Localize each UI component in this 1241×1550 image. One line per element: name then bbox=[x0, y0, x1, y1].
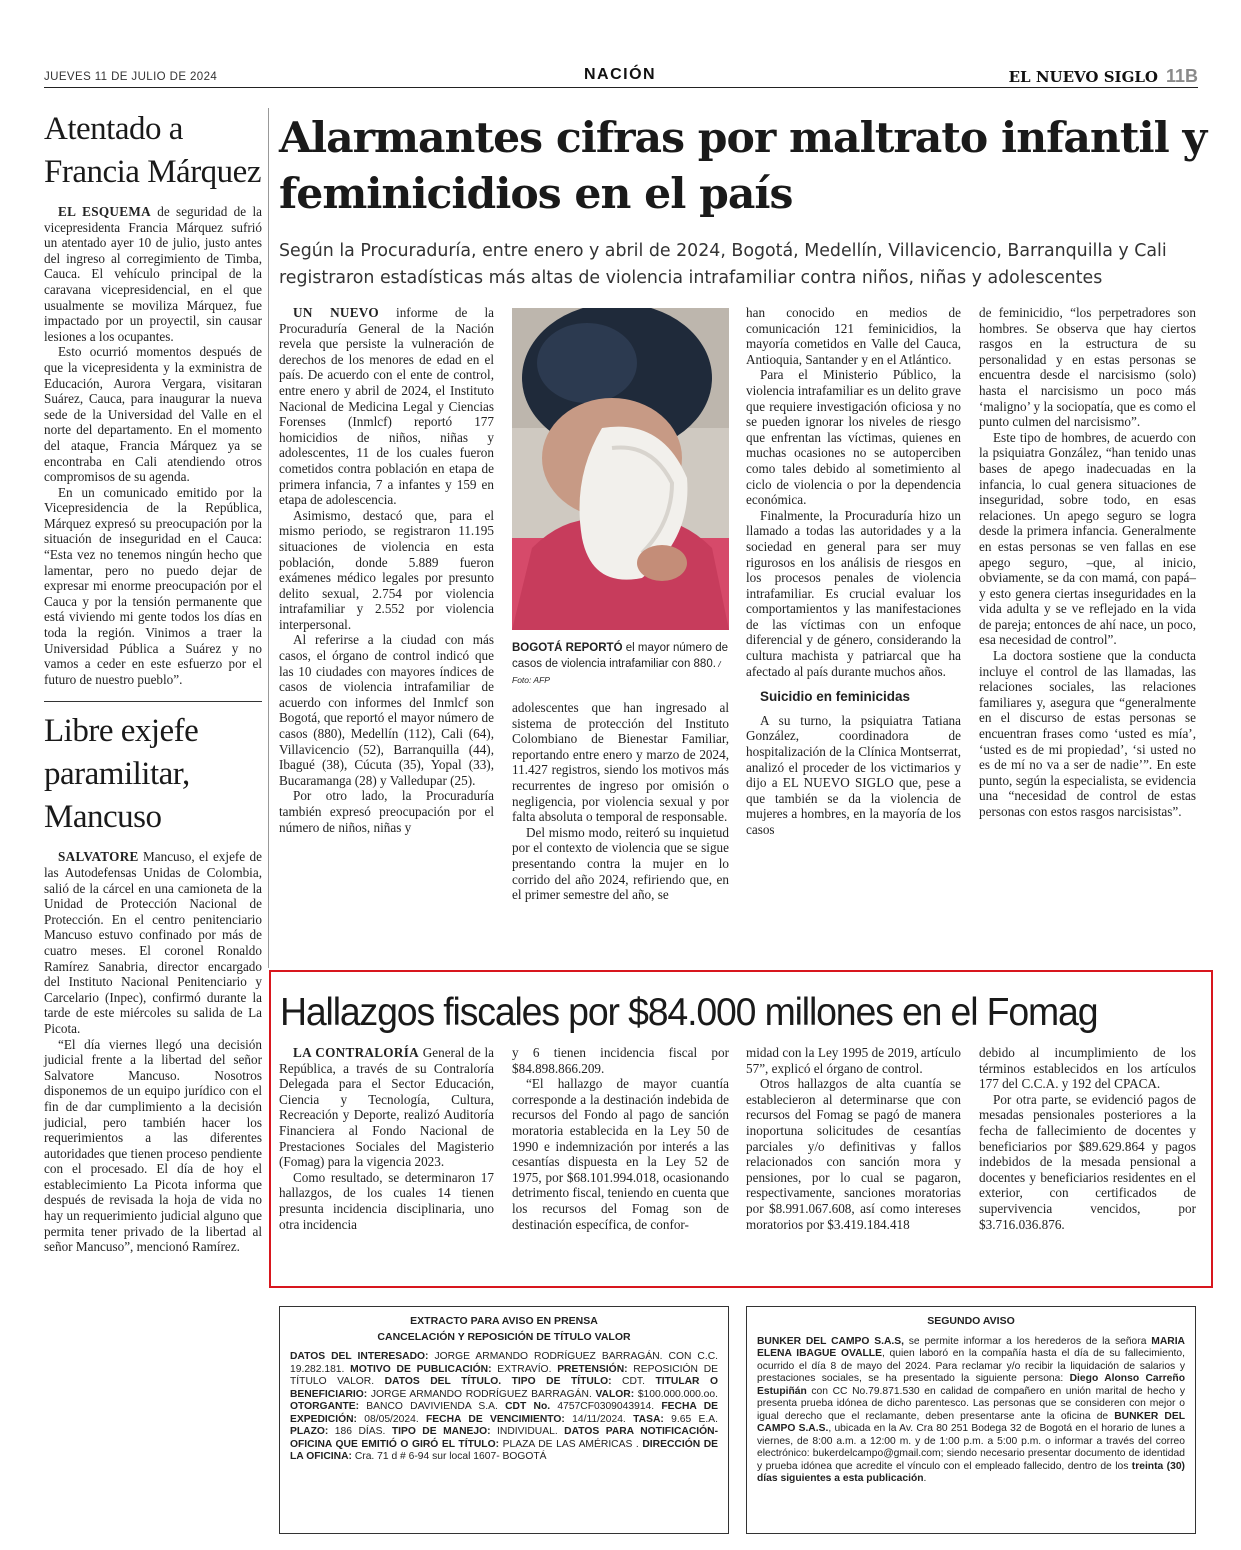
boxed-b1-p1: General de la República, a través de su Contraloría Delegada para el Sector Educación, Ciencia y Tecnología, Cultura, Recreación y Deporte, realizó Auditoría Financiera al Fondo Nacional de Prestaciones Sociales del Magisterio (Fomag) para la vigencia 2023. bbox=[279, 1045, 494, 1170]
ad1-field-value: 9.65 E.A. bbox=[663, 1413, 718, 1425]
ad1-field-label: FECHA DE VENCIMIENTO: bbox=[426, 1413, 565, 1425]
ad1-field-value: 14/11/2024. bbox=[564, 1413, 634, 1425]
ad1-field-label: DIRECCIÓN DE LA OFICINA: bbox=[290, 1438, 719, 1462]
ad1-field-value: CDT. bbox=[611, 1376, 656, 1387]
caption-credit: / Foto: AFP bbox=[512, 659, 721, 685]
ad1-subtitle: CANCELACIÓN Y REPOSICIÓN DE TÍTULO VALOR bbox=[377, 1330, 631, 1343]
boxed-b2-p1: y 6 tienen incidencia fiscal por $84.898.866.209. bbox=[512, 1045, 729, 1076]
main-column-2 bbox=[512, 700, 729, 903]
ad2-title: SEGUNDO AVISO bbox=[927, 1315, 1015, 1327]
ad1-field-value: Cra. 71 d # 6-94 sur local 1607- BOGOTÁ bbox=[351, 1451, 547, 1462]
issue-date: JUEVES 11 DE JULIO DE 2024 bbox=[44, 71, 218, 83]
boxed-headline: Hallazgos fiscales por $84.000 millones en el Fomag bbox=[280, 991, 1098, 1034]
boxed-b4-p1: debido al incumplimiento de los términos establecidos en los artículos 177 del C.C.A. y 192 del CPACA. bbox=[979, 1045, 1196, 1092]
ad1-field-value: JORGE ARMANDO RODRÍGUEZ BARRAGÁN. CON C.C. 19.282.181. bbox=[290, 1351, 718, 1375]
sidebar-story2-title: Libre exjefe paramilitar, Mancuso bbox=[44, 713, 199, 836]
ad2-text1: se permite informar a los herederos de la señora bbox=[903, 1335, 1152, 1347]
main-c3-p2: Para el Ministerio Público, la violencia intrafamiliar es un delito grave que requiere investigación oficiosa y no se pueden ignorar los niveles de riesgo que enfrentan las víctimas, quienes en muchas ocasiones no se autoperciben como tales debido al sometimiento al ciclo de violencia o por la dependencia económica. bbox=[746, 367, 961, 508]
boxed-column-3 bbox=[746, 1045, 961, 1232]
main-c3-p4: A su turno, la psiquiatra Tatiana González, coordinadora de hospitalización de la Clínica Montserrat, analizó el proceder de los victimarios y dijo a EL NUEVO SIGLO que, pese a que también se da la violencia de mujeres a hombres, en la mayoría de los casos bbox=[746, 712, 961, 837]
ad1-field-label: DATOS DEL INTERESADO: bbox=[290, 1351, 429, 1362]
ad1-field-value: 08/05/2024. bbox=[356, 1413, 427, 1425]
boxed-b3-p2: Otros hallazgos de alta cuantía se establecieron al determinarse que con recursos del Fomag se pagó de manera inoportuna solicitudes de cesantías parciales y/o definitivas y fallos relacionados con sanción mora y pensiones, por lo cual se pagaron, respectivamente, sanciones moratorias por $8.991.067.608, así como intereses moratorios por $3.419.184.418 bbox=[746, 1076, 961, 1232]
caption-text: el mayor número de casos de violencia intrafamiliar con 880. bbox=[512, 642, 728, 670]
ad2-body bbox=[757, 1336, 1185, 1486]
main-c1-p1: informe de la Procuraduría General de la Nación revela que persiste la vulneración de derechos de los menores de edad en el país. De acuerdo con el ente de control, entre enero y abril de 2024, el Instituto Nacional de Medicina Legal y Ciencias Forenses (Inmlcf) reportó 177 homicidios de niños, niñas y adolescentes, 11 de los cuales fueron cometidos contra población en etapa de primera infancia, 7 a infantes y 159 en etapa de adolescencia. bbox=[279, 305, 494, 508]
ad1-field-label: TIPO DE TÍTULO: bbox=[511, 1376, 612, 1387]
main-c3-p3: Finalmente, la Procuraduría hizo un llamado a todas las autoridades y a la sociedad en general para ser muy rigurosos en los análisis de riesgos en los procesos penales de violencia intrafamiliar. Es crucial evaluar los comportamientos y las manifestaciones de las víctimas con un enfoque diferencial y de género, considerando la cultura machista y patriarcal que ha afectado al país durante muchos años. bbox=[746, 507, 961, 679]
boxed-column-4 bbox=[979, 1045, 1196, 1232]
ad1-field-label: FECHA DE EXPEDICIÓN: bbox=[290, 1401, 719, 1425]
ad1-field-label: DATOS PARA NOTIFICACIÓN-OFICINA QUE EMITIÓ O GIRÓ EL TÍTULO: bbox=[290, 1426, 718, 1450]
ad1-field-label: TIPO DE MANEJO: bbox=[391, 1426, 491, 1437]
ad1-field-label: VALOR: bbox=[595, 1388, 635, 1400]
ad2-claimant: Diego Alonso Carreño Estupiñán bbox=[757, 1373, 1185, 1397]
ad1-field-value: INDIVIDUAL. bbox=[490, 1426, 565, 1437]
story1-p2: Esto ocurrió momentos después de que la vicepresidenta y la exministra de Educación, Aurora Vergara, visitaran Suárez, Cauca, para inaugurar la nueva sede de la Universidad del Valle en el norte del departamento. En el momento del ataque, Francia Márquez ya se encontraba en Cali atendiendo otros compromisos de su agenda. bbox=[44, 344, 262, 485]
main-column-4 bbox=[979, 305, 1196, 820]
sidebar-story1-body bbox=[44, 204, 262, 687]
ad1-field-label: DATOS DEL TÍTULO. bbox=[384, 1376, 502, 1387]
boxed-b3-p1: midad con la Ley 1995 de 2019, artículo 57”, explicó el órgano de control. bbox=[746, 1045, 961, 1076]
ad2-deceased-name: MARIA ELENA IBAGUE OVALLE bbox=[757, 1335, 1185, 1359]
woman-crying-photo bbox=[512, 308, 729, 630]
main-subsection-title: Suicidio en feminicidas bbox=[760, 689, 911, 705]
caption-lead: BOGOTÁ REPORTÓ bbox=[512, 642, 623, 654]
sidebar bbox=[44, 108, 262, 1255]
ad1-field-value bbox=[501, 1376, 512, 1387]
ad1-field-label: CDT No. bbox=[505, 1401, 551, 1412]
sidebar-story1-title: Atentado a Francia Márquez bbox=[44, 111, 261, 190]
ad2-text4: , ubicada en la Av. Cra 80 251 Bodega 32 de Bogotá en el horario de lunes a viernes, de 8:00 a.m. a 12:00 m. y de 1:00 p.m. a 5:00 p.m. o informar a través del correo electrónico: bukerdelcampo@gmail.com; siendo necesario presentar documento de identidad y prueba idónea que acredite el vínculo con el empleado fallecido, dentro de los bbox=[757, 1423, 1185, 1472]
main-c1-p3: Al referirse a la ciudad con más casos, el órgano de control indicó que las 10 ciudades con mayores índices de casos de violencia intrafamiliar de acuerdo con informes del Inmlcf son Bogotá, que reportó el mayor número de casos (880), Medellín (112), Cali (64), Villavicencio (52), Barranquilla (44), Ibagué (38), Cúcuta (35), Yopal (33), Bucaramanga (28) y Valledupar (25). bbox=[279, 632, 494, 788]
ad2-deadline: treinta (30) días siguientes a esta publicación bbox=[757, 1460, 1185, 1484]
ad2-text5: . bbox=[923, 1473, 927, 1484]
main-c3-p1: han conocido en medios de comunicación 121 feminicidios, la mayoría cometidos en Valle del Cauca, Antioquia, Santander y en el Atlántico. bbox=[746, 305, 961, 367]
ad1-field-label: OTORGANTE: bbox=[290, 1401, 360, 1412]
ad1-field-label: PRETENSIÓN: bbox=[557, 1363, 628, 1375]
ad1-field-value: $100.000.000.oo. bbox=[634, 1388, 718, 1400]
story1-p3: En un comunicado emitido por la Vicepresidencia de la República, Márquez expresó su preocupación por la situación de inseguridad en el Cauca: “Esta vez no tenemos ningún hecho que lamentar, pero no puedo dejar de expresar mi enorme preocupación por el Cauca y por la tensión permanente que está viviendo mi gente todos los días en toda la región. Vinimos a traer la Universidad Pública a Suárez y no vamos a ceder en este esfuerzo por el futuro de nuestro pueblo”. bbox=[44, 484, 262, 687]
ad1-field-value: BANCO DAVIVIENDA S.A. bbox=[359, 1401, 506, 1412]
main-c4-p3: La doctora sostiene que la conducta incluye el control de las llamadas, las relaciones sociales, las relaciones familiares y, asegura que “generalmente en el discurso de estas personas se encuentran frases como ‘usted es mía’, ‘usted es de mi propiedad’, ‘si usted no es de mí no va a ser de nadie’”. En este punto, según la especialista, se evidencia una “necesidad de control de estas personas con estos rasgos narcisistas”. bbox=[979, 648, 1196, 819]
ad1-field-value: 4757CF0309043914. bbox=[550, 1401, 662, 1412]
column-rule bbox=[268, 108, 269, 968]
story1-kicker: EL ESQUEMA bbox=[58, 204, 151, 219]
masthead: EL NUEVO SIGLO bbox=[1008, 68, 1158, 86]
main-column-1 bbox=[279, 305, 494, 835]
main-subheadline: Según la Procuraduría, entre enero y abril de 2024, Bogotá, Medellín, Villavicencio, Barranquilla y Cali registraron estadísticas más altas de violencia intrafamiliar contra niños, niñas y adolescentes bbox=[279, 241, 1167, 288]
boxed-b4-p2: Por otra parte, se evidenció pagos de mesadas pensionales posteriores a la fecha de fallecimiento de docentes y beneficiarios por $89.629.864 y pagos indebidos de la mesada pensional a docentes y beneficiarios residentes en el exterior, con certificados de supervivencia vencidos, por $3.716.036.876. bbox=[979, 1091, 1196, 1232]
section-name: NACIÓN bbox=[584, 66, 657, 83]
main-c1-p4: Por otro lado, la Procuraduría también expresó preocupación por el número de niños, niñas y bbox=[279, 788, 494, 835]
main-headline: Alarmantes cifras por maltrato infantil y feminicidios en el país bbox=[279, 113, 1207, 219]
legal-notice-ad bbox=[279, 1306, 729, 1534]
boxed-column-1 bbox=[279, 1045, 494, 1232]
ad1-field-value: EXTRAVÍO. bbox=[491, 1363, 558, 1375]
story2-p2: “El día viernes llegó una decisión judicial frente a la libertad del señor Salvatore Mancuso. Nosotros disponemos de un equipo jurídico con el fin de dar cumplimiento a la decisión judicial, pero también hacer los requerimientos a las diferentes autoridades que tienen proceso pendiente con el procesado. El día de hoy el establecimiento La Picota informa que después de revisada la hoja de vida no hay un requerimiento judicial alguno que permita tener privado de la libertad al señor Mancuso”, mencionó Ramírez. bbox=[44, 1036, 262, 1255]
main-c4-p1: de feminicidio, “los perpetradores son hombres. Se observa que hay ciertos rasgos en la estructura de su personalidad y en estas personas se encuentra desde el narcisismo (solo) hasta el narcisismo un poco más ‘maligno’ y la sociopatía, que es como el punto culmen del narcisismo”. bbox=[979, 305, 1196, 430]
main-column-3 bbox=[746, 305, 961, 838]
story2-p1: Mancuso, el exjefe de las Autodefensas Unidas de Colombia, salió de la cárcel en una camioneta de la Unidad de Protección Nacional de Protección. En el centro penitenciario Mancuso estuvo confinado por más de cuatro meses. El coronel Ronaldo Ramírez Sanabria, director encargado del Instituto Nacional Penitenciario y Carcelario (Inpec), confirmó durante la tarde de este miércoles su salida de La Picota. bbox=[44, 849, 262, 1036]
boxed-kicker: LA CONTRALORÍA bbox=[293, 1045, 419, 1060]
main-c2-p2: Del mismo modo, reiteró su inquietud por el contexto de violencia que se sigue presentando contra la mujer en lo corrido del año 2024, refiriendo que, en el primer semestre del año, se bbox=[512, 824, 729, 903]
ad2-company: BUNKER DEL CAMPO S.A.S, bbox=[757, 1335, 904, 1347]
boxed-b1-p2: Como resultado, se determinaron 17 hallazgos, de los cuales 14 tienen presunta incidencia disciplinaria, uno otra incidencia bbox=[279, 1169, 494, 1232]
main-c2-p1: adolescentes que han ingresado al sistema de protección del Instituto Colombiano de Bienestar Familiar, reportando entre enero y marzo de 2024, 11.427 registros, siendo los motivos más recurrentes de ingreso por omisión o negligencia, por violencia sexual y por falta absoluta o temporal de responsable. bbox=[512, 700, 729, 825]
main-c1-p2: Asimismo, destacó que, para el mismo periodo, se registraron 11.195 situaciones de violencia en esta población, donde 5.889 fueron exámenes médico legales por presunto delito sexual, 2.754 por violencia intrafamiliar y 2.552 por violencia interpersonal. bbox=[279, 507, 494, 632]
ad2-company2: BUNKER DEL CAMPO S.A.S. bbox=[757, 1410, 1185, 1434]
boxed-column-2 bbox=[512, 1045, 729, 1232]
second-notice-ad bbox=[746, 1306, 1196, 1534]
photo-illustration bbox=[512, 308, 729, 630]
boxed-b2-p2: “El hallazgo de mayor cuantía corresponde a la destinación indebida de recursos del Fondo al pago de sanción moratoria establecida en la Ley 50 de 1990 e indemnización por interés a las cesantías dispuesta en la Ley 52 de 1975, por $68.101.994.018, ocasionando detrimento fiscal, teniendo en cuenta que los recursos del Fomag son de destinación específica, de confor- bbox=[512, 1076, 729, 1232]
ad1-field-value: JORGE ARMANDO RODRÍGUEZ BARRAGÁN. bbox=[367, 1388, 596, 1400]
ad1-field-label: TITULAR O BENEFICIARIO: bbox=[290, 1376, 718, 1400]
sidebar-divider bbox=[44, 701, 262, 702]
ad2-text2: , quien laboró en la compañía hasta el día de su fallecimiento, ocurrido el día 8 de mayo del 2024. Para reclamar y/o recibir la liquidación de salarios y prestaciones sociales, se ha presentado la siguiente persona: bbox=[757, 1348, 1185, 1384]
ad1-field-value: PLAZA DE LAS AMÉRICAS . bbox=[499, 1438, 643, 1450]
page-number: 11B bbox=[1165, 66, 1198, 86]
ad1-field-value: REPOSICIÓN DE TÍTULO VALOR. bbox=[290, 1363, 719, 1387]
story1-p1: de seguridad de la vicepresidenta Francia Márquez sufrió un atentado ayer 10 de julio, justo antes del ingreso al corregimiento de Timba, Cauca. El vehículo principal de la caravana vicepresidencial, en el que usualmente se moviliza Márquez, fue impactado por un proyectil, sin causar lesiones a los ocupantes. bbox=[44, 204, 262, 344]
page-header bbox=[44, 66, 1198, 88]
ad1-field-label: TASA: bbox=[633, 1413, 664, 1425]
sidebar-story2-body bbox=[44, 849, 262, 1254]
ad1-field-label: MOTIVO DE PUBLICACIÓN: bbox=[350, 1363, 492, 1375]
ad2-text3: con CC No.79.871.530 en calidad de compañero en unión marital de hecho y presenta prueba idónea de dicho parentesco. Las personas que se consideren con mejor o igual derecho que el reclamante, deben presentarse ante la oficina de bbox=[757, 1385, 1185, 1422]
ad1-field-value: 186 DÍAS. bbox=[328, 1426, 392, 1437]
ad1-body bbox=[290, 1351, 718, 1464]
main-c4-p2: Este tipo de hombres, de acuerdo con la psiquiatra González, “han tenido unas bases de apego inadecuadas en la infancia, lo cual genera situaciones de inseguridad, sobre todo, en esas relaciones. Un apego seguro se logra desde la primera infancia. Generalmente en estas personas se ven fallas en ese apego seguro, –que, al inicio, obviamente, se da con mamá, con papá– y esto genera ciertas inseguridades en la vida adulta y se ve reflejado en la vida de pareja; entonces de ahí nace, un poco, esa necesidad de control”. bbox=[979, 429, 1196, 648]
photo-caption bbox=[512, 640, 729, 688]
main-kicker: UN NUEVO bbox=[293, 305, 379, 320]
ad1-title: EXTRACTO PARA AVISO EN PRENSA bbox=[410, 1315, 598, 1327]
story2-kicker: SALVATORE bbox=[58, 849, 139, 865]
ad1-field-label: PLAZO: bbox=[290, 1426, 329, 1437]
